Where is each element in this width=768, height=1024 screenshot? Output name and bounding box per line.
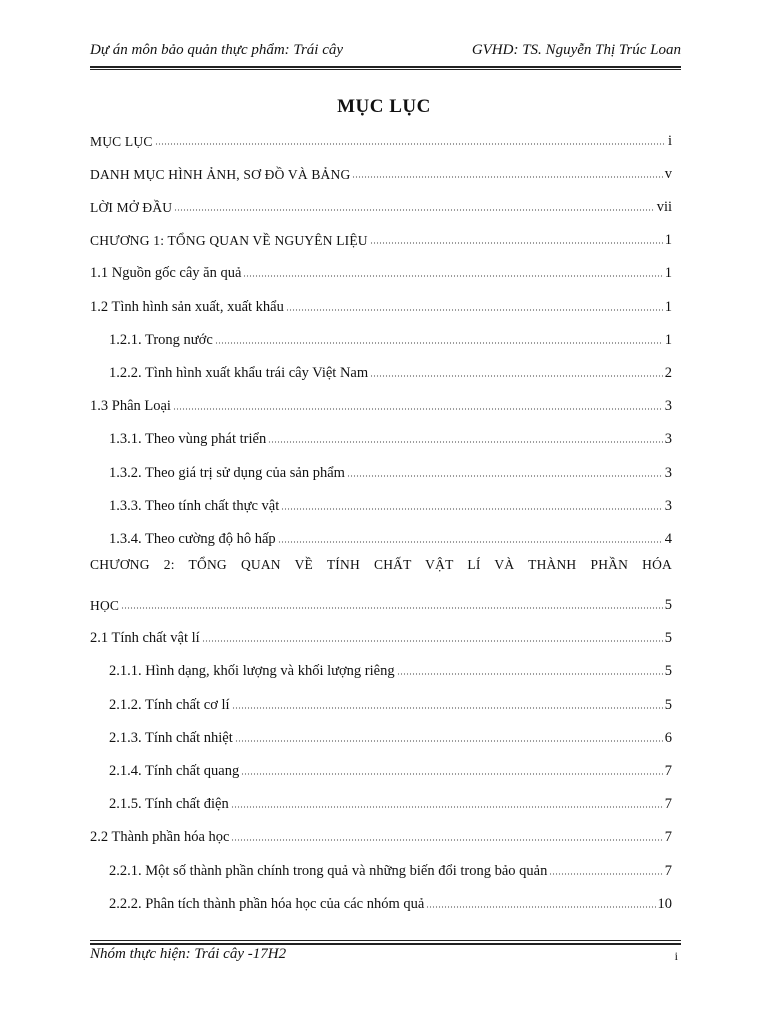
toc-entry-page: 5	[664, 597, 672, 613]
toc-entry-page: i	[667, 133, 672, 149]
toc-entry-page: 7	[664, 796, 672, 812]
toc-entry-page: 5	[664, 663, 672, 679]
toc-dot-leader	[286, 309, 663, 311]
toc-entry-page: vii	[656, 199, 672, 215]
toc-entry-page: 1	[664, 232, 672, 248]
toc-entry-label: CHƯƠNG 2: TỔNG QUAN VỀ TÍNH CHẤT VẬT LÍ VÀ THÀNH PHẦN HÓA	[90, 557, 672, 572]
toc-dot-leader	[278, 541, 663, 543]
toc-entry-label: HỌC	[90, 598, 120, 613]
toc-dot-leader	[215, 342, 663, 344]
toc-entry-label: 2.1.1. Hình dạng, khối lượng và khối lượng riêng	[109, 663, 395, 679]
toc-entry[interactable]	[90, 856, 672, 880]
toc-entry[interactable]	[90, 524, 672, 548]
footer-rule-thin	[90, 940, 681, 941]
toc-entry-label: 2.1.2. Tính chất cơ lí	[109, 697, 230, 713]
toc-entry-page: 2	[664, 365, 672, 381]
toc-entry-label: MỤC LỤC	[90, 134, 153, 149]
toc-entry-label: 1.2.1. Trong nước	[109, 332, 213, 348]
toc-entry[interactable]	[90, 225, 672, 249]
toc-entry[interactable]	[90, 557, 672, 581]
toc-entry[interactable]	[90, 258, 672, 282]
toc-entry-page: 10	[657, 896, 672, 912]
toc-entry[interactable]	[90, 292, 672, 316]
toc-dot-leader	[243, 275, 662, 277]
toc-dot-leader	[549, 873, 662, 875]
toc-entry[interactable]	[90, 789, 672, 813]
toc-dot-leader	[174, 209, 654, 211]
toc-dot-leader	[241, 773, 663, 775]
toc-entry-page: 1	[664, 332, 672, 348]
toc-dot-leader	[231, 806, 663, 808]
header-advisor: GVHD: TS. Nguyễn Thị Trúc Loan	[471, 42, 681, 58]
toc-entry-page: 7	[664, 829, 672, 845]
toc-entry[interactable]	[90, 159, 672, 183]
toc-entry[interactable]	[90, 756, 672, 780]
toc-entry-label: DANH MỤC HÌNH ẢNH, SƠ ĐỒ VÀ BẢNG	[90, 167, 351, 182]
toc-dot-leader	[370, 375, 663, 377]
toc-dot-leader	[370, 242, 663, 244]
page-footer	[90, 946, 678, 968]
toc-entry-label: 1.3.1. Theo vùng phát triển	[109, 431, 267, 447]
toc-entry-label: 2.1.3. Tính chất nhiệt	[109, 730, 233, 746]
toc-dot-leader	[347, 475, 663, 477]
toc-entry-label: 1.2 Tình hình sản xuất, xuất khẩu	[90, 299, 284, 315]
page-title: MỤC LỤC	[337, 96, 431, 117]
toc-dot-leader	[397, 673, 663, 675]
toc-entry[interactable]	[90, 424, 672, 448]
toc-entry[interactable]	[90, 822, 672, 846]
toc-entry-label: 1.2.2. Tình hình xuất khẩu trái cây Việt Nam	[109, 365, 369, 381]
toc-entry[interactable]	[90, 723, 672, 747]
toc-entry-label: 2.1.5. Tính chất điện	[109, 796, 229, 812]
header-project-title: Dự án môn bảo quản thực phẩm: Trái cây	[90, 42, 344, 58]
footer-group: Nhóm thực hiện: Trái cây -17H2	[90, 946, 287, 962]
toc-entry-page: 3	[664, 498, 672, 514]
toc-entry-page: v	[664, 166, 672, 182]
toc-entry-page: 3	[664, 465, 672, 481]
header-rule	[90, 66, 681, 68]
toc-entry-page: 5	[664, 697, 672, 713]
toc-entry-label: 1.1 Nguồn gốc cây ăn quả	[90, 265, 242, 281]
toc-entry-label: 1.3.2. Theo giá trị sử dụng của sản phẩm	[109, 465, 345, 481]
toc-dot-leader	[281, 508, 662, 510]
toc-entry[interactable]	[90, 491, 672, 515]
toc-entry[interactable]	[90, 358, 672, 382]
toc-entry[interactable]	[90, 656, 672, 680]
toc-dot-leader	[235, 740, 663, 742]
toc-dot-leader	[232, 707, 663, 709]
toc-entry[interactable]	[90, 458, 672, 482]
footer-rule	[90, 943, 681, 945]
page-number: i	[674, 949, 678, 963]
toc-dot-leader	[268, 441, 663, 443]
toc-entry[interactable]	[90, 590, 672, 614]
toc-entry-label: 2.2.1. Một số thành phần chính trong quả và những biến đổi trong bảo quản	[109, 863, 548, 879]
toc-entry[interactable]	[90, 623, 672, 647]
toc-entry-label: CHƯƠNG 1: TỔNG QUAN VỀ NGUYÊN LIỆU	[90, 233, 368, 248]
toc-entry[interactable]	[90, 126, 672, 150]
toc-entry-label: LỜI MỞ ĐẦU	[90, 200, 173, 215]
toc-entry-label: 1.3 Phân Loại	[90, 398, 171, 414]
toc-dot-leader	[155, 143, 666, 145]
toc-entry[interactable]	[90, 192, 672, 216]
toc-entry-label: 2.1 Tính chất vật lí	[90, 630, 200, 646]
toc-entry-label: 2.2 Thành phần hóa học	[90, 829, 230, 845]
toc-dot-leader	[202, 640, 663, 642]
page-header	[90, 40, 681, 62]
toc-entry-page: 7	[664, 763, 672, 779]
toc-dot-leader	[426, 906, 655, 908]
toc-dot-leader	[121, 607, 663, 609]
toc-dot-leader	[352, 176, 662, 178]
toc-entry-label: 2.1.4. Tính chất quang	[109, 763, 240, 779]
toc-entry-label: 1.3.4. Theo cường độ hô hấp	[109, 531, 276, 547]
toc-entry[interactable]	[90, 391, 672, 415]
toc-entry[interactable]	[90, 325, 672, 349]
toc-dot-leader	[173, 408, 663, 410]
toc-entry-page: 1	[664, 265, 672, 281]
toc-entry-page: 3	[664, 431, 672, 447]
toc-entry-page: 7	[664, 863, 672, 879]
toc-entry-page: 4	[664, 531, 672, 547]
toc-entry-page: 6	[664, 730, 672, 746]
toc-entry[interactable]	[90, 690, 672, 714]
toc-entry-page: 5	[664, 630, 672, 646]
toc-entry-page: 3	[664, 398, 672, 414]
toc-entry-label: 1.3.3. Theo tính chất thực vật	[109, 498, 280, 514]
toc-entry-label: 2.2.2. Phân tích thành phần hóa học của các nhóm quả	[109, 896, 425, 912]
toc-entry-page: 1	[664, 299, 672, 315]
header-rule-thin	[90, 69, 681, 70]
toc-dot-leader	[231, 839, 662, 841]
toc-entry[interactable]	[90, 889, 672, 913]
